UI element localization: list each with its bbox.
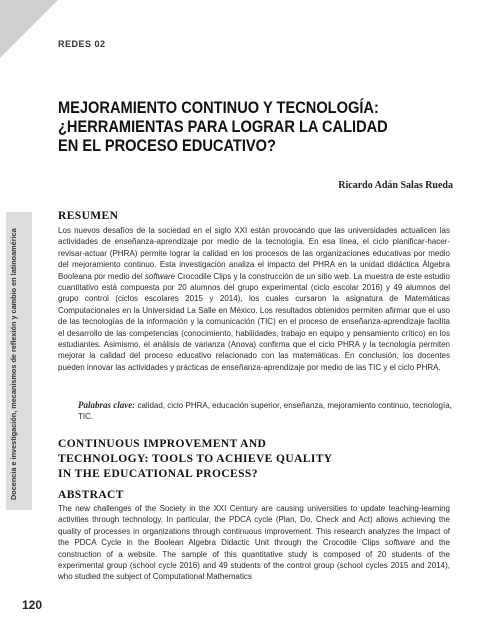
abstract-text-a: The new challenges of the Society in the XXI Century are causing universities to update teaching-learning activities through technology. In particular, the PDCA cycle (Plan, Do, Check and Act) allows achieving the quality of processes in organizations through continuous improvement. This research analyzes the impact of the PDCA Cycle in the Boolean Algebra Didactic Unit through the Crocodile Clips	[58, 504, 450, 548]
resumen-paragraph	[58, 225, 450, 373]
english-title-line: CONTINUOUS IMPROVEMENT AND	[58, 438, 267, 450]
resumen-text-a: Los nuevos desafíos de la sociedad en el siglo XXI están provocando que las universidades actualicen las actividades de enseñanza-aprendizaje por medio de la tecnología. En esa línea, el ciclo planificar-hacer-revisar-actuar (PHRA) permite lograr la calidad en los procesos de las organizaciones educativas por medio del mejoramiento continuo. Esta investigación analiza el impacto del PHRA en la unidad didáctica Álgebra Booleana por medio del	[58, 226, 450, 281]
keywords-text: calidad, ciclo PHRA, educación superior, enseñanza, mejoramiento continuo, tecnología, TIC.	[78, 401, 452, 422]
page-number: 120	[22, 598, 43, 612]
title-line: ¿HERRAMIENTAS PARA LOGRAR LA CALIDAD	[58, 117, 388, 136]
title-line: EN EL PROCESO EDUCATIVO?	[58, 136, 276, 155]
title-line: MEJORAMIENTO CONTINUO Y TECNOLOGÍA:	[58, 98, 379, 117]
english-title-line: TECHNOLOGY: TOOLS TO ACHIEVE QUALITY	[58, 453, 333, 465]
english-title-line: IN THE EDUCATIONAL PROCESS?	[58, 468, 258, 480]
abstract-paragraph	[58, 503, 450, 583]
resumen-heading: RESUMEN	[58, 210, 119, 222]
corner-decoration	[0, 0, 58, 58]
keywords	[78, 400, 458, 423]
running-header: REDES 02	[58, 39, 106, 49]
english-title	[58, 437, 388, 482]
abstract-emphasis: software	[384, 538, 416, 548]
keywords-label: Palabras clave:	[78, 400, 136, 410]
resumen-text-b: Crocodile Clips y la construcción de un sitio web. La muestra de este estudio cuantitativo está compuesta por 20 alumnos del grupo experimental (ciclo escolar 2016) y 49 alumnos del grupo control (ciclos escolares 2015 y 2014), los cuales cursaron la asignatura de Matemáticas Computacionales en la Universidad La Salle en México. Los resultados obtenidos permiten afirmar que el uso de las tecnologías de la información y la comunicación (TIC) en el proceso de enseñanza-aprendizaje facilita el desarrollo de las competencias (conocimiento, habilidades, trabajo en equipo y pensamiento crítico) en los estudiantes. Asimismo, el análisis de varianza (Anova) confirma que el ciclo PHRA y la tecnología permiten mejorar la calidad del proceso educativo relacionado con las matemáticas. En conclusión, los docentes pueden innovar las actividades y prácticas de enseñanza-aprendizaje por medio de las TIC y el ciclo PHRA.	[58, 271, 450, 372]
abstract-text-b: and the construction of a website. The sample of this quantitative study is composed of 20 students of the experimental group (school cycle 2016) and 49 students of the control group (school cycles 2015 and 2014), who studied the subject of Computational Mathematics	[58, 538, 450, 582]
author-name: Ricardo Adán Salas Rueda	[338, 180, 453, 191]
article-title	[58, 98, 402, 155]
resumen-emphasis: software	[144, 271, 176, 281]
abstract-heading: ABSTRACT	[58, 489, 124, 501]
side-label: Docencia e investigación, mecanismos de reflexión y cambio en latinoamérica	[9, 228, 18, 500]
